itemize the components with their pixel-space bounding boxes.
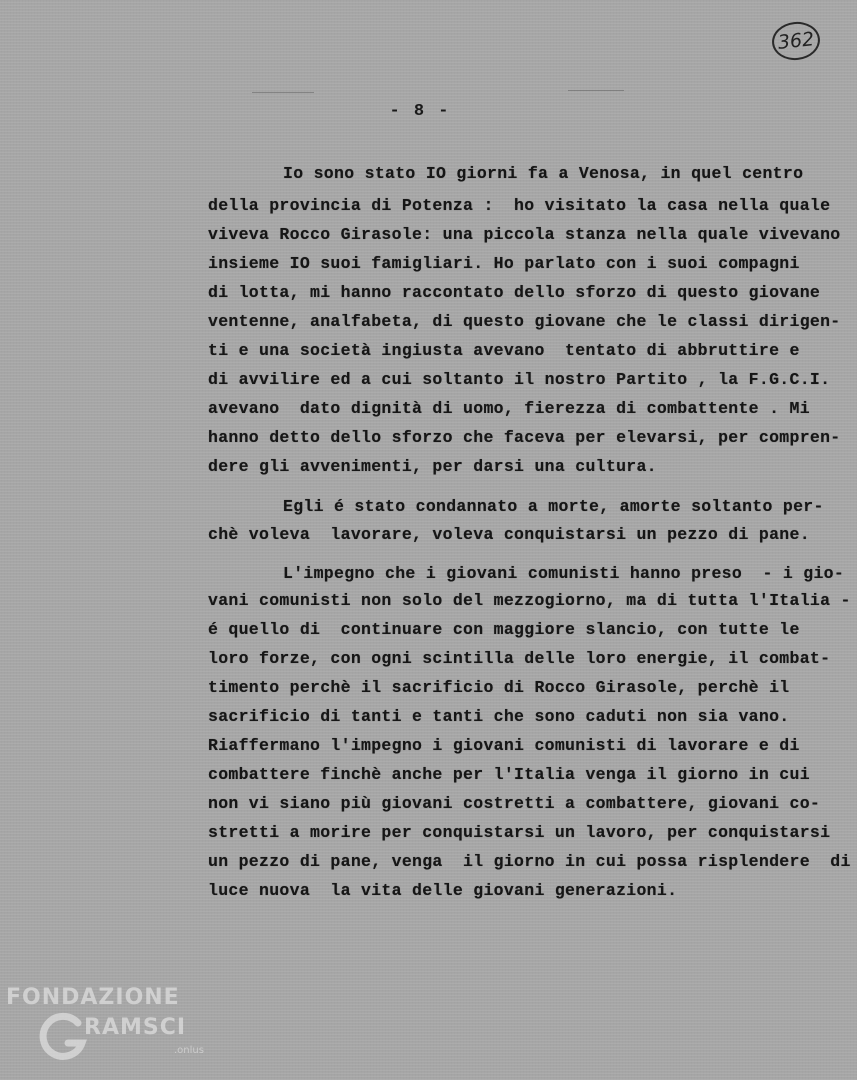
text-line: ti e una società ingiusta avevano tentato di abbruttire e [208,341,800,360]
text-line: stretti a morire per conquistarsi un lavoro, per conquistarsi [208,823,831,842]
text-line: timento perchè il sacrificio di Rocco Girasole, perchè il [208,678,790,697]
text-line: Io sono stato IO giorni fa a Venosa, in quel centro [283,164,804,183]
text-line: Egli é stato condannato a morte, amorte soltanto per- [283,497,824,516]
text-line: ventenne, analfabeta, di questo giovane che le classi dirigen- [208,312,841,331]
text-line: viveva Rocco Girasole: una piccola stanza nella quale vivevano [208,225,841,244]
text-line: hanno detto dello sforzo che faceva per elevarsi, per compren- [208,428,841,447]
watermark-line2: RAMSCI [84,1015,187,1040]
faint-rule-right [568,90,624,91]
text-line: un pezzo di pane, venga il giorno in cui possa risplendere di [208,852,851,871]
text-line: vani comunisti non solo del mezzogiorno, ma di tutta l'Italia - [208,591,851,610]
page-number: - 8 - [389,102,451,121]
text-line: di avvilire ed a cui soltanto il nostro Partito , la F.G.C.I. [208,370,831,389]
text-line: loro forze, con ogni scintilla delle loro energie, il combat- [208,649,831,668]
text-line: dere gli avvenimenti, per darsi una cultura. [208,457,657,476]
text-line: luce nuova la vita delle giovani generazioni. [208,881,678,900]
watermark-line1: FONDAZIONE [6,985,180,1010]
text-line: é quello di continuare con maggiore slancio, con tutte le [208,620,800,639]
fondazione-gramsci-watermark [6,985,221,1075]
text-line: non vi siano più giovani costretti a combattere, giovani co- [208,794,821,813]
text-line: combattere finchè anche per l'Italia venga il giorno in cui [208,765,810,784]
text-line: avevano dato dignità di uomo, fierezza di combattente . Mi [208,399,810,418]
text-line: L'impegno che i giovani comunisti hanno preso - i gio- [283,564,845,583]
text-line: della provincia di Potenza : ho visitato la casa nella quale [208,196,831,215]
faint-rule-left [252,92,314,93]
text-line: Riaffermano l'impegno i giovani comunisti di lavorare e di [208,736,800,755]
watermark-suffix: .onlus [174,1045,204,1056]
gramsci-g-logo-icon [38,1011,90,1063]
text-line: di lotta, mi hanno raccontato dello sforzo di questo giovane [208,283,821,302]
text-line: sacrificio di tanti e tanti che sono caduti non sia vano. [208,707,790,726]
text-line: insieme IO suoi famigliari. Ho parlato con i suoi compagni [208,254,800,273]
archive-number-stamp: 362 [770,20,822,63]
text-line: chè voleva lavorare, voleva conquistarsi un pezzo di pane. [208,525,810,544]
